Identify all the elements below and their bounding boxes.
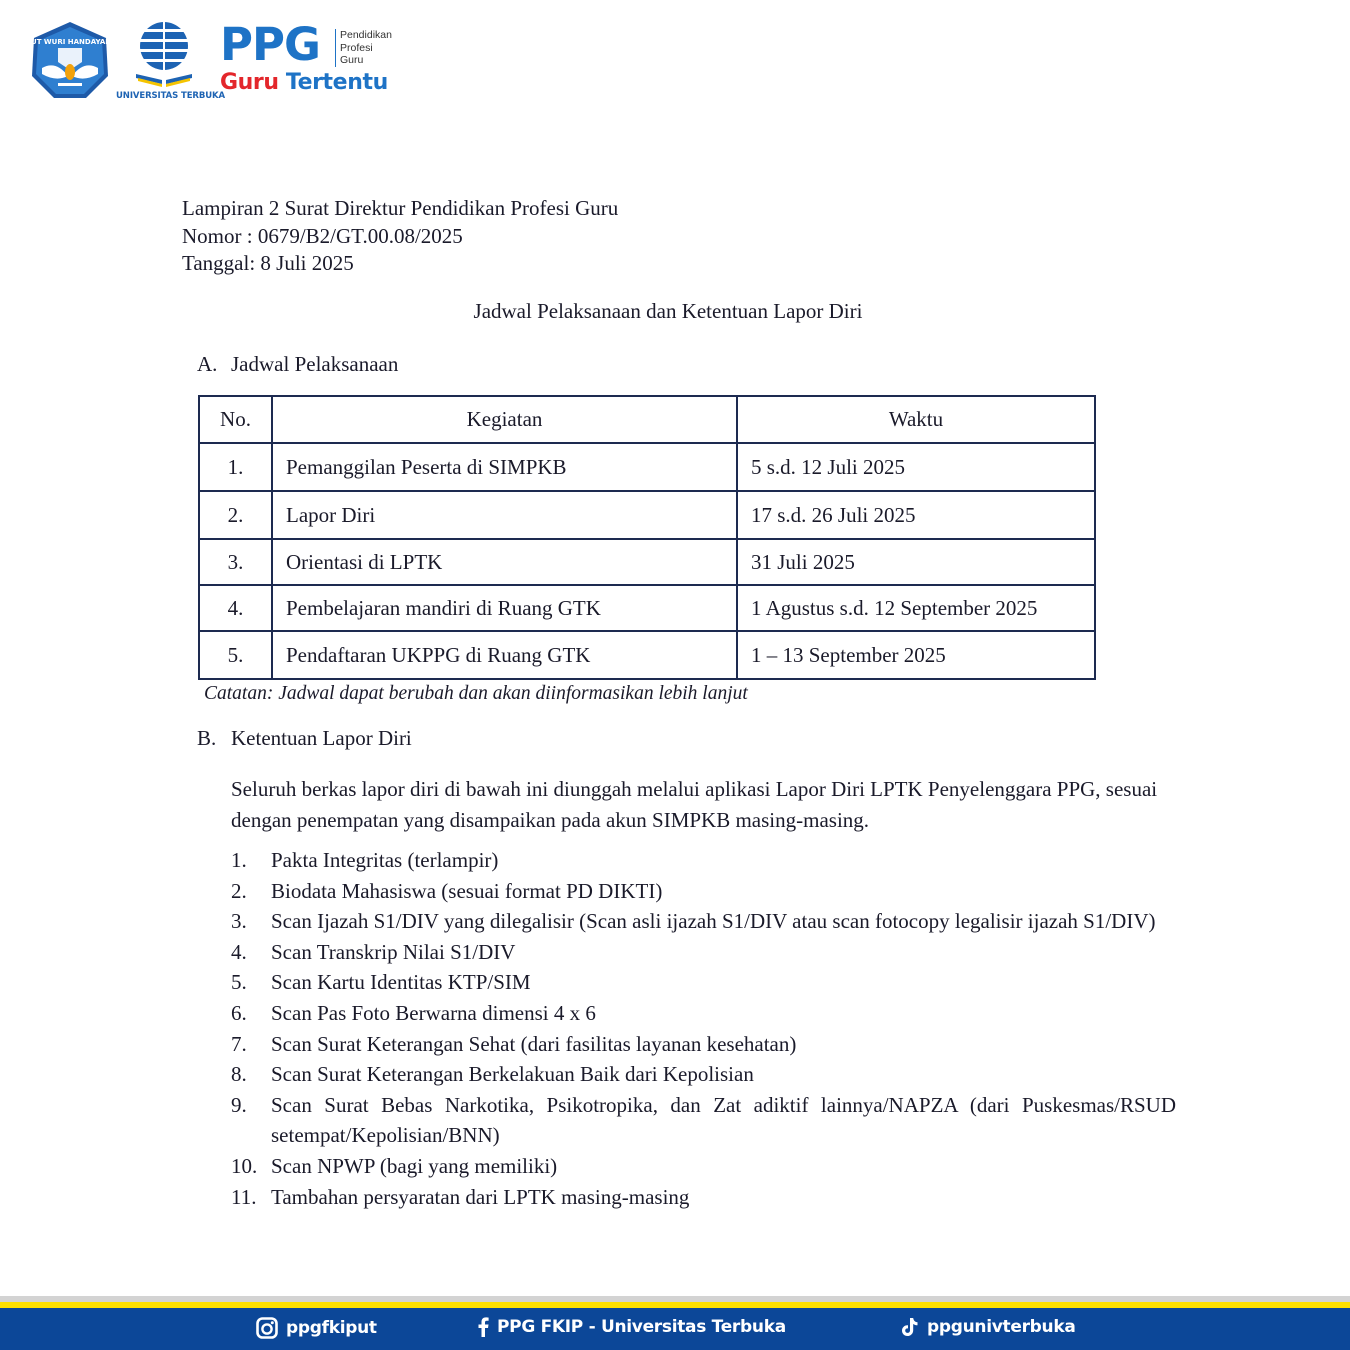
- list-item-text: Scan Transkrip Nilai S1/DIV: [271, 939, 516, 964]
- footer-social-bar: [0, 1308, 1350, 1350]
- list-item: [231, 876, 1176, 907]
- table-row: [199, 491, 1095, 539]
- cell-kegiatan: Pendaftaran UKPPG di Ruang GTK: [272, 631, 737, 679]
- list-item-text: Pakta Integritas (terlampir): [271, 848, 499, 872]
- section-letter: B.: [197, 726, 217, 750]
- tanggal-value: 8 Juli 2025: [260, 251, 354, 275]
- list-item: [231, 1182, 1176, 1213]
- ppg-tagline: [220, 70, 388, 95]
- section-b-heading: [197, 726, 412, 751]
- list-item: [231, 906, 1176, 937]
- ppg-sub-line: Profesi: [340, 41, 373, 54]
- list-item-number: 7.: [231, 1031, 247, 1056]
- svg-text:TUT WURI HANDAYANI: TUT WURI HANDAYANI: [28, 38, 112, 46]
- nomor-separator: :: [241, 223, 258, 248]
- column-header-kegiatan: Kegiatan: [272, 396, 737, 443]
- cell-no: 4.: [199, 585, 272, 631]
- list-item: [231, 1090, 1176, 1151]
- list-item-text: Scan Kartu Identitas KTP/SIM: [271, 970, 531, 995]
- tiktok-handle: ppgunivterbuka: [927, 1317, 1076, 1337]
- letter-meta: [182, 195, 618, 278]
- ppg-sub-line: Pendidikan: [340, 29, 392, 41]
- schedule-table: [198, 395, 1096, 680]
- table-row: [199, 631, 1095, 679]
- universitas-terbuka-logo: [116, 20, 225, 102]
- list-item-number: 8.: [231, 1062, 247, 1087]
- list-item-number: 9.: [231, 1092, 247, 1117]
- instagram-icon: [256, 1317, 278, 1339]
- list-item-text: Scan Surat Keterangan Berkelakuan Baik dari Kepolisian: [271, 1062, 754, 1087]
- social-tiktok-link[interactable]: [901, 1317, 1076, 1337]
- table-header-row: [199, 396, 1095, 443]
- ppg-logo: [220, 18, 420, 104]
- schedule-note: Catatan: Jadwal dapat berubah dan akan diinformasikan lebih lanjut: [204, 683, 748, 704]
- social-facebook-link[interactable]: [477, 1317, 786, 1337]
- ppg-acronym: PPG: [220, 18, 320, 71]
- nomor-label: Nomor: [182, 223, 242, 248]
- list-item-text: Scan Surat Keterangan Sehat (dari fasilitas layanan kesehatan): [271, 1031, 797, 1056]
- list-item: [231, 967, 1176, 998]
- facebook-icon: [477, 1317, 489, 1337]
- list-item: [231, 1059, 1176, 1090]
- table-row: [199, 443, 1095, 491]
- tut-wuri-handayani-logo-icon: [28, 20, 112, 102]
- tanggal-label: Tanggal:: [182, 251, 256, 275]
- list-item: [231, 845, 1176, 876]
- cell-waktu: 1 – 13 September 2025: [737, 631, 1095, 679]
- letter-attachment-line: [182, 195, 618, 223]
- letter-date-line: [182, 250, 618, 278]
- cell-kegiatan: Orientasi di LPTK: [272, 539, 737, 585]
- table-row: [199, 585, 1095, 631]
- ut-logo-text: UNIVERSITAS TERBUKA: [116, 91, 225, 101]
- list-item-number: 4.: [231, 939, 247, 964]
- cell-kegiatan: Lapor Diri: [272, 491, 737, 539]
- cell-waktu: 17 s.d. 26 Juli 2025: [737, 491, 1095, 539]
- requirements-list: [231, 845, 1176, 1212]
- list-item-number: 10.: [231, 1153, 258, 1178]
- tiktok-icon: [901, 1317, 919, 1337]
- column-header-no: No.: [199, 396, 272, 443]
- list-item-text: Scan Ijazah S1/DIV yang dilegalisir (Scan asli ijazah S1/DIV atau scan fotocopy legalisir ijazah S1/DIV): [271, 909, 1156, 934]
- cell-waktu: 5 s.d. 12 Juli 2025: [737, 443, 1095, 491]
- list-item-number: 1.: [231, 848, 247, 872]
- header-logos: [0, 0, 1350, 120]
- section-heading-text: Ketentuan Lapor Diri: [231, 726, 412, 750]
- facebook-handle: PPG FKIP - Universitas Terbuka: [497, 1317, 786, 1337]
- ppg-tagline-tertentu: Tertentu: [285, 70, 388, 95]
- cell-kegiatan: Pemanggilan Peserta di SIMPKB: [272, 443, 737, 491]
- cell-waktu: 31 Juli 2025: [737, 539, 1095, 585]
- section-a-heading: [197, 352, 398, 377]
- ppg-tagline-guru: Guru: [220, 70, 279, 95]
- ppg-subtitle: [340, 29, 392, 67]
- list-item-number: 5.: [231, 970, 247, 995]
- list-item-text: Scan NPWP (bagi yang memiliki): [271, 1153, 558, 1178]
- list-item-text: Scan Pas Foto Berwarna dimensi 4 x 6: [271, 1000, 596, 1025]
- list-item-text: Biodata Mahasiswa (sesuai format PD DIKTI): [271, 878, 663, 903]
- ppg-divider: [335, 29, 336, 67]
- section-b-intro: Seluruh berkas lapor diri di bawah ini diunggah melalui aplikasi Lapor Diri LPTK Penyelenggara PPG, sesuai dengan penempatan yang disampaikan pada akun SIMPKB masing-masing.: [231, 777, 1158, 832]
- document-title: [0, 299, 1350, 324]
- universitas-terbuka-emblem-icon: [116, 20, 214, 90]
- cell-waktu: 1 Agustus s.d. 12 September 2025: [737, 585, 1095, 631]
- column-header-waktu: Waktu: [737, 396, 1095, 443]
- list-item: [231, 998, 1176, 1029]
- cell-no: 5.: [199, 631, 272, 679]
- list-item-number: 2.: [231, 878, 247, 903]
- cell-no: 3.: [199, 539, 272, 585]
- cell-kegiatan: Pembelajaran mandiri di Ruang GTK: [272, 585, 737, 631]
- list-item-text: Scan Surat Bebas Narkotika, Psikotropika, dan Zat adiktif lainnya/NAPZA (dari Puskesmas/RSUD setempat/Kepolisian/BNN): [271, 1092, 1176, 1148]
- ppg-sub-line: Guru: [340, 54, 364, 66]
- list-item-text: Tambahan persyaratan dari LPTK masing-masing: [271, 1184, 690, 1209]
- list-item-number: 11.: [231, 1184, 257, 1209]
- letter-number-line: [182, 223, 618, 251]
- cell-no: 2.: [199, 491, 272, 539]
- instagram-handle: ppgfkiput: [286, 1318, 377, 1338]
- nomor-value: 0679/B2/GT.00.08/2025: [257, 223, 463, 248]
- list-item: [231, 1029, 1176, 1060]
- cell-no: 1.: [199, 443, 272, 491]
- section-heading-text: Jadwal Pelaksanaan: [231, 352, 399, 376]
- list-item-number: 3.: [231, 909, 247, 934]
- section-letter: A.: [197, 352, 218, 376]
- attachment-text: Lampiran 2 Surat Direktur Pendidikan Profesi Guru: [182, 196, 619, 220]
- list-item-number: 6.: [231, 1000, 247, 1025]
- list-item: [231, 1151, 1176, 1182]
- table-row: [199, 539, 1095, 585]
- social-instagram-link[interactable]: [256, 1317, 377, 1339]
- document-title-text: Jadwal Pelaksanaan dan Ketentuan Lapor Diri: [473, 299, 863, 323]
- list-item: [231, 937, 1176, 968]
